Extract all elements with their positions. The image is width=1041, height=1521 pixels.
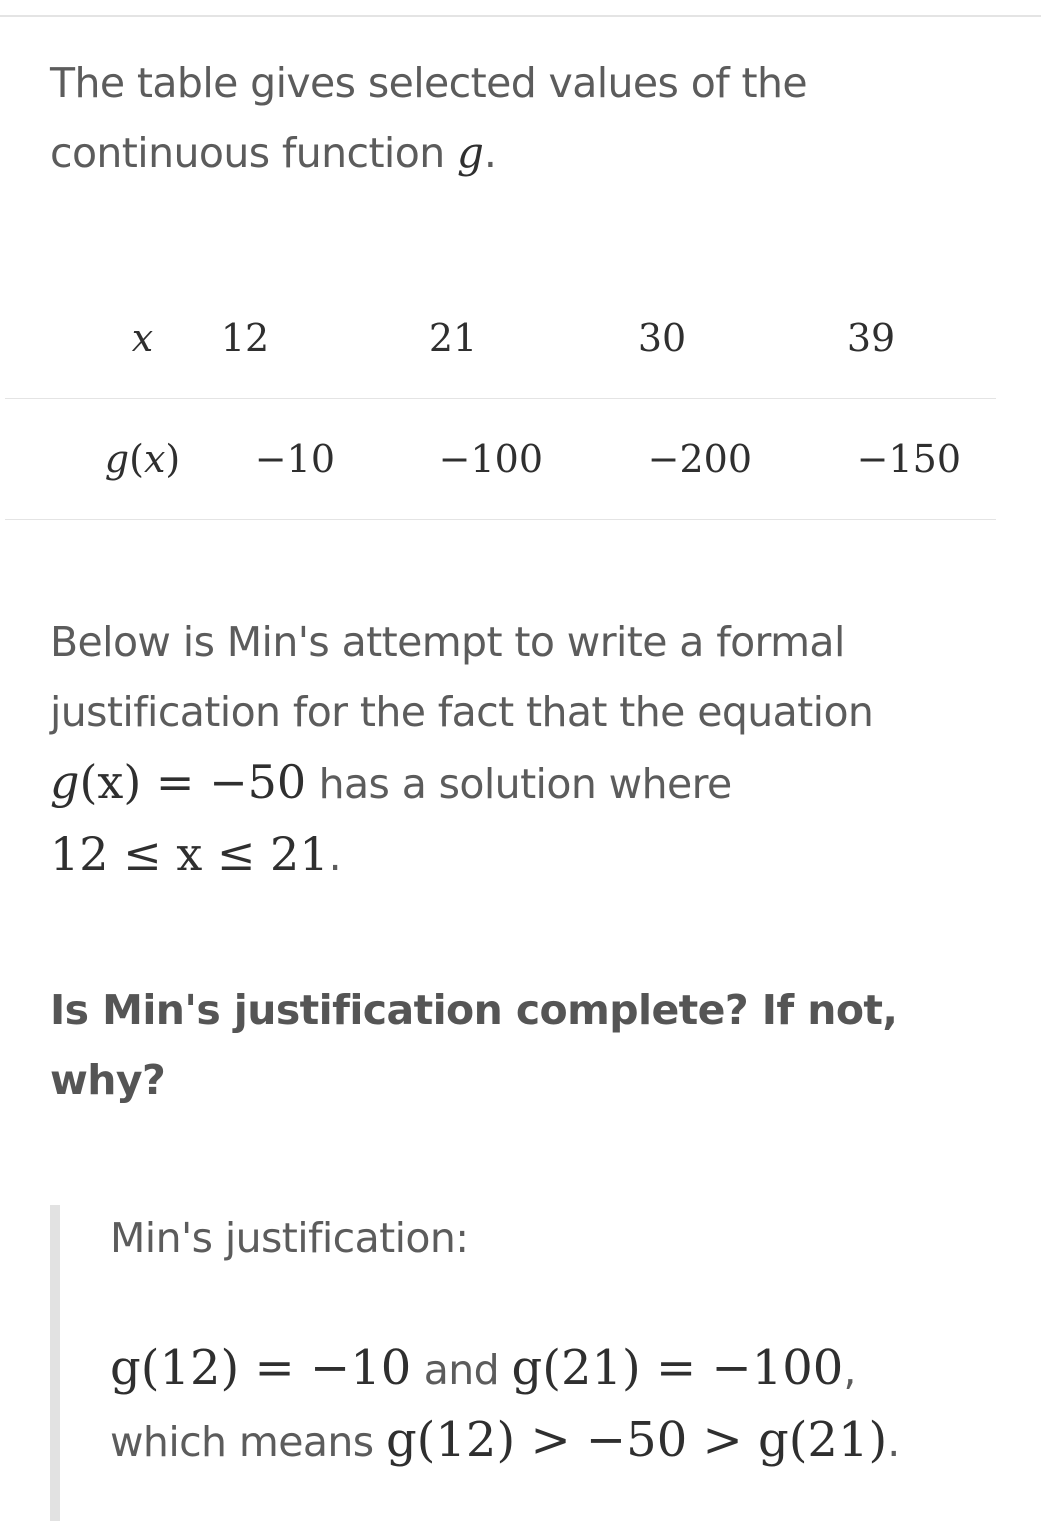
justification-body: g(12) = −10 and g(21) = −100, which means g(12) > −50 > g(21). <box>110 1340 900 1468</box>
table-row-gx <box>5 399 996 520</box>
table-row-x <box>5 278 996 399</box>
intro-function-var: g <box>457 128 484 177</box>
attempt-equation: g(x) = −50 <box>50 755 307 809</box>
table-cell: 30 <box>637 316 687 360</box>
row-label-gx: g(x) <box>104 437 181 481</box>
attempt-period: . <box>328 832 342 880</box>
table-cell: −100 <box>438 437 543 481</box>
row-label-x: x <box>131 316 154 360</box>
table-cell: −200 <box>647 437 752 481</box>
values-table <box>5 278 996 520</box>
blockquote-bar <box>50 1205 60 1521</box>
intro-period: . <box>483 129 497 177</box>
table-cell: 39 <box>846 316 896 360</box>
intro-text: The table gives selected values of the continuous function <box>50 59 807 177</box>
table-cell: 21 <box>428 316 478 360</box>
justification-math-1: g(12) = −10 <box>110 1340 412 1396</box>
justification-math-3: g(12) > −50 > g(21) <box>385 1412 888 1468</box>
justification-title: Min's justification: <box>110 1214 469 1262</box>
attempt-middle: has a solution where <box>306 760 732 808</box>
table-cell: −150 <box>856 437 961 481</box>
question-heading: Is Min's justification complete? If not, why? <box>50 986 898 1104</box>
table-cell: 12 <box>220 316 270 360</box>
attempt-lead: Below is Min's attempt to write a formal justification for the fact that the equation <box>50 618 874 736</box>
intro-paragraph <box>50 48 1010 188</box>
justification-math-2: g(21) = −100 <box>511 1340 844 1396</box>
attempt-interval: 12 ≤ x ≤ 21 <box>50 827 329 881</box>
table-cell: −10 <box>254 437 335 481</box>
top-divider <box>0 15 1041 17</box>
attempt-paragraph <box>50 607 1010 891</box>
